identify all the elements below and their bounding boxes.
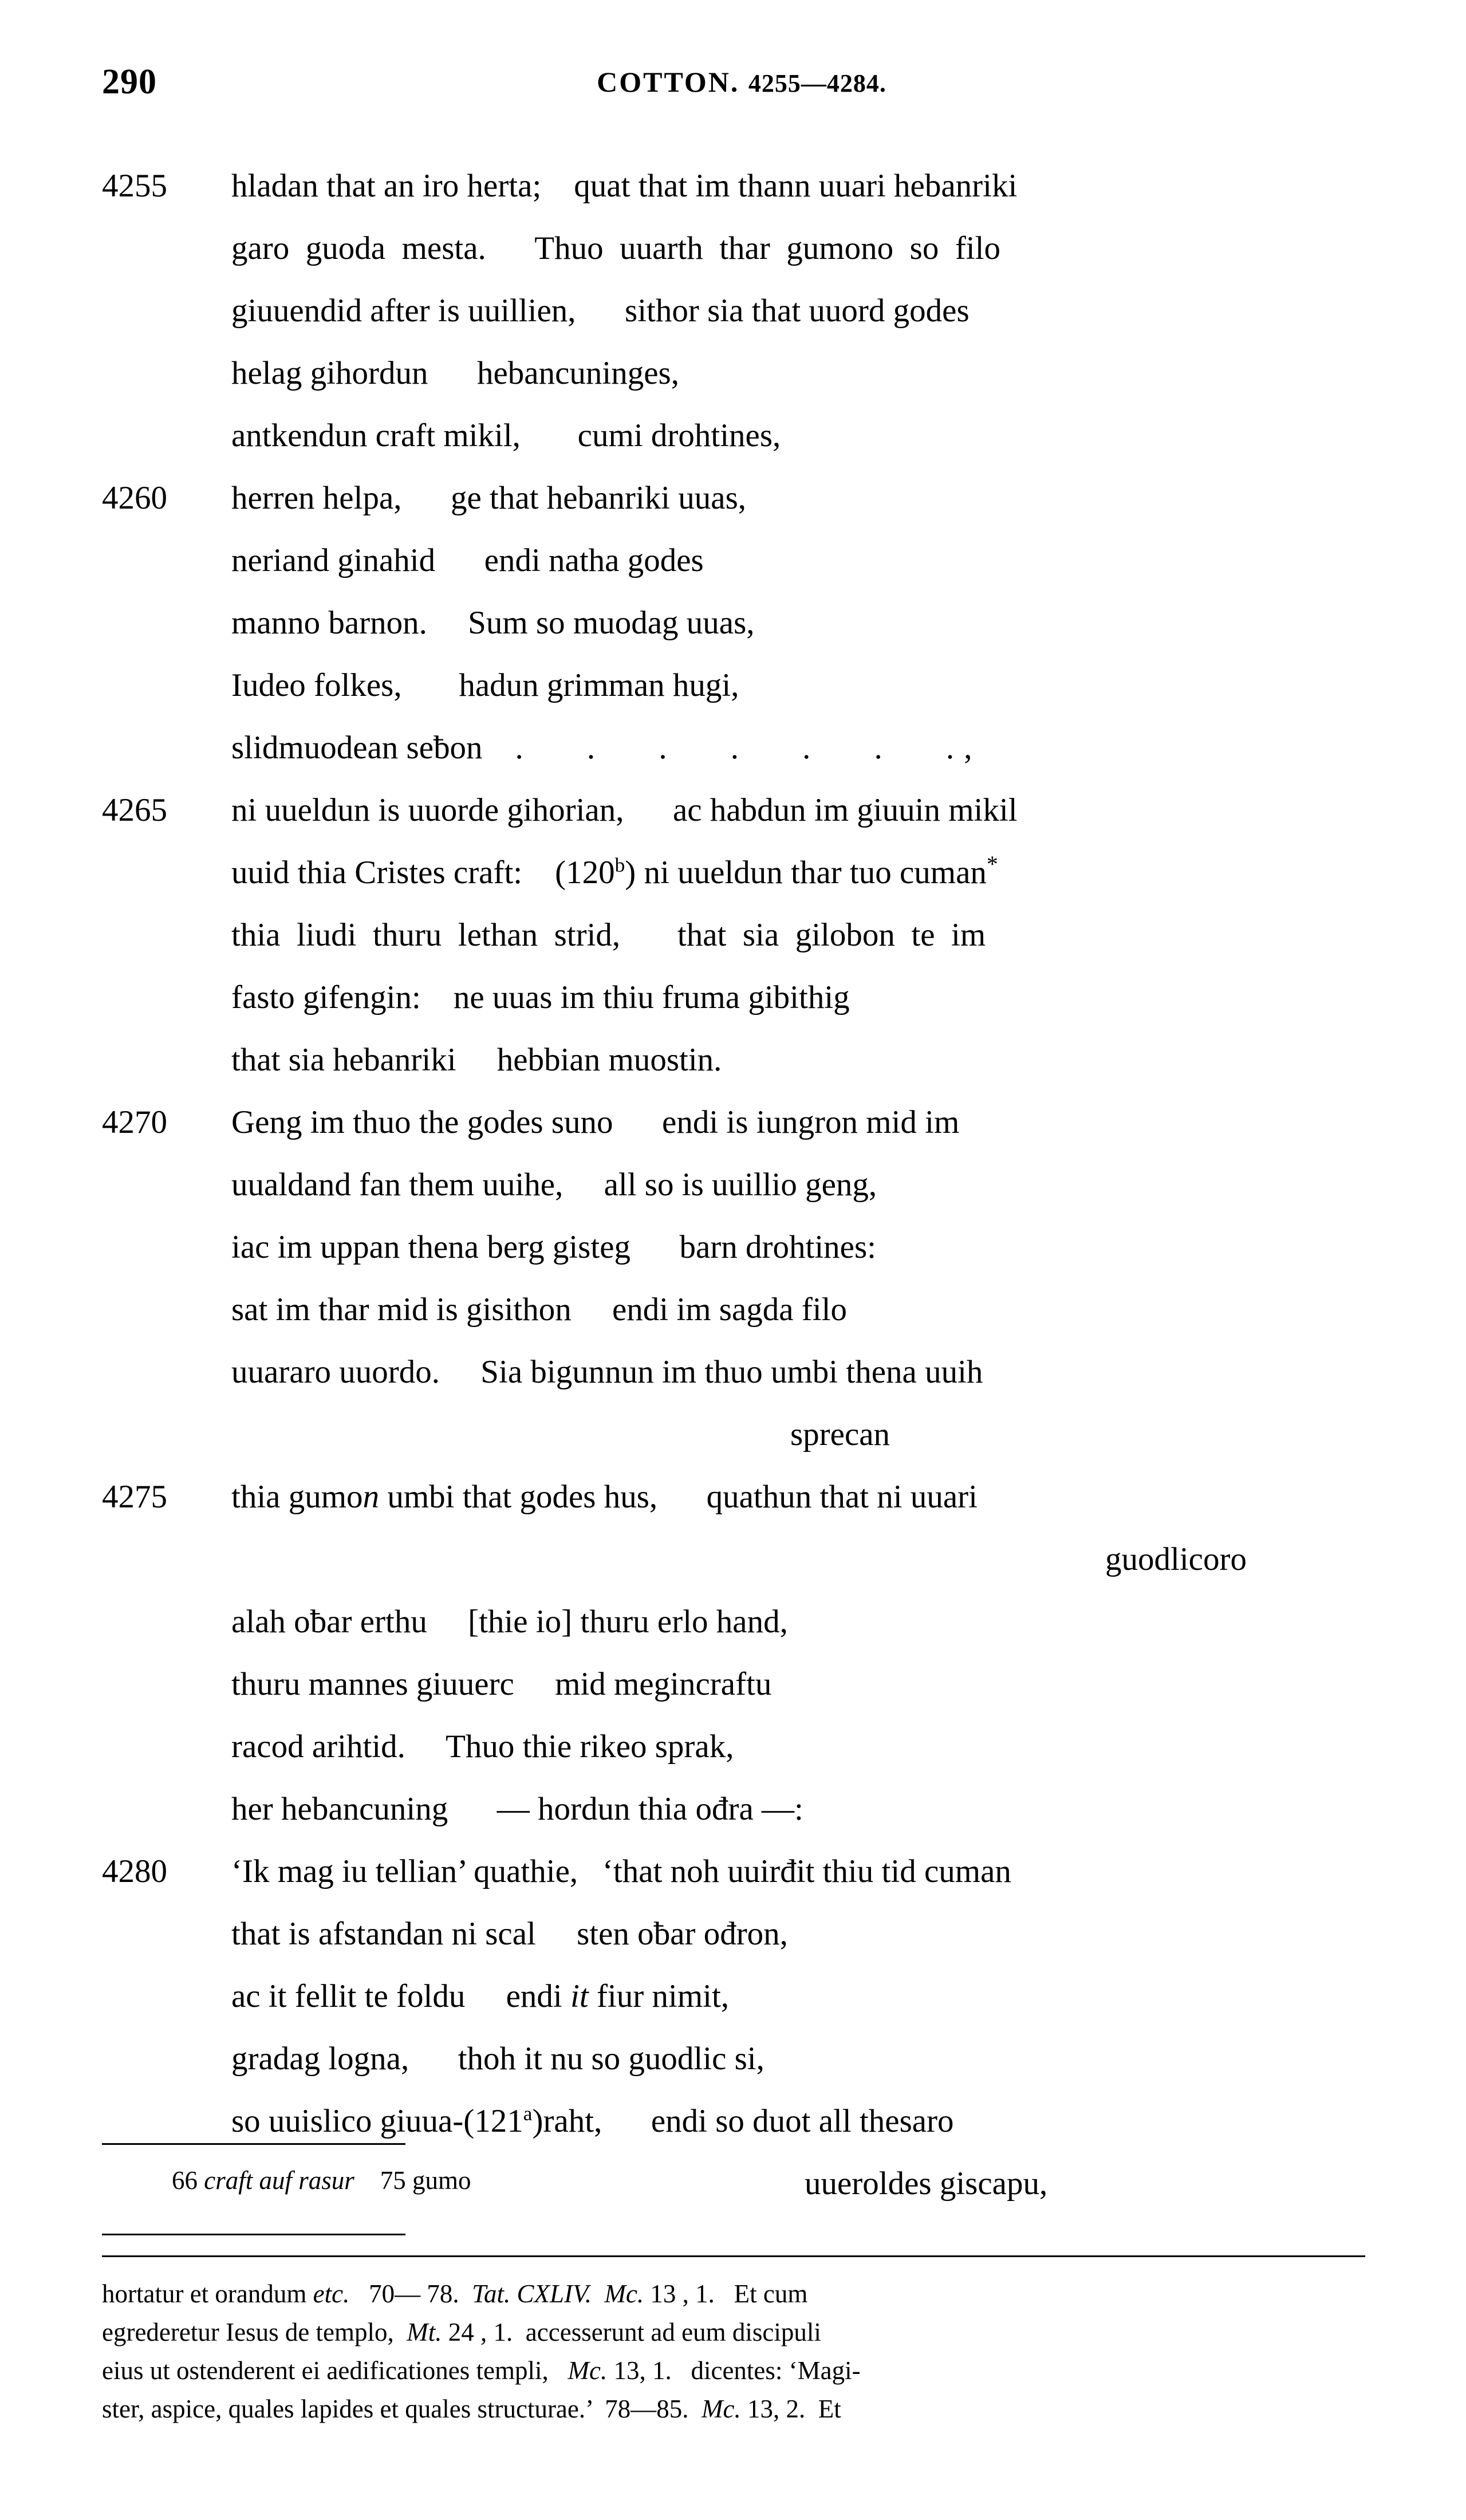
verse-line xyxy=(0,1715,1466,1778)
verse-line xyxy=(0,1091,1466,1153)
verse-line-text: uuararo uuordo. Sia bigunnun im thuo umbi thena uuih xyxy=(231,1354,983,1390)
apparatus-entry-1-note: craft auf rasur xyxy=(204,2166,354,2195)
verse-line-text: that is afstandan ni scal sten oƀar ođron, xyxy=(231,1916,788,1952)
italic-letter: n xyxy=(362,1479,380,1515)
apparatus-entry-2-note: gumo xyxy=(412,2166,471,2195)
verse-line xyxy=(0,1653,1466,1715)
verse-line-text: thia gumon umbi that godes hus, quathun that ni uuari xyxy=(231,1479,978,1515)
verse-line-text: iac im uppan thena berg gisteg barn drohtines: xyxy=(231,1229,877,1265)
verse-body xyxy=(0,155,1466,2215)
running-head-work: COTTON. xyxy=(597,66,740,98)
verse-line-text: helag gihordun hebancuninges, xyxy=(231,355,679,391)
commentary-ref-mark: Mc. xyxy=(568,2356,608,2385)
verse-line-text: alah oƀar erthu [thie io] thuru erlo hand, xyxy=(231,1604,788,1640)
apparatus-entry-1-number: 66 xyxy=(172,2166,198,2195)
commentary-text: 13 , 1. Et cum xyxy=(644,2279,808,2308)
verse-line xyxy=(0,841,1466,904)
ellipsis-dots: . . . . . . . xyxy=(515,730,964,766)
verse-line xyxy=(0,217,1466,279)
verse-line xyxy=(0,592,1466,654)
verse-line-text: uueroldes giscapu, xyxy=(805,2165,1048,2202)
verse-line-text: herren helpa, ge that hebanriki uuas, xyxy=(231,480,747,516)
commentary-text: 70— 78. xyxy=(349,2279,472,2308)
verse-line xyxy=(0,279,1466,342)
verse-line-text: uuid thia Cristes craft: (120$^b$) ni uueldun thar tuo cuman* xyxy=(231,851,998,891)
verse-line xyxy=(0,1153,1466,1216)
commentary-text: 13, 2. Et xyxy=(740,2395,841,2423)
commentary-line xyxy=(102,2352,1368,2390)
verse-line xyxy=(0,1029,1466,1091)
verse-line xyxy=(0,1466,1466,1528)
verse-line xyxy=(0,779,1466,841)
source-commentary xyxy=(102,2275,1368,2428)
apparatus-rule-top xyxy=(102,2143,405,2145)
verse-line xyxy=(0,1778,1466,1840)
commentary-line xyxy=(102,2313,1368,2352)
verse-line xyxy=(0,2027,1466,2090)
verse-line-text: ni uueldun is uuorde gihorian, ac habdun im giuuin mikil xyxy=(231,792,1018,828)
verse-line-text: giuuendid after is uuillien, sithor sia that uuord godes xyxy=(231,293,970,329)
verse-line xyxy=(0,467,1466,529)
verse-line xyxy=(0,1528,1466,1590)
verse-line xyxy=(0,529,1466,592)
verse-line xyxy=(0,1403,1466,1466)
folio-superscript-b: b xyxy=(614,854,625,876)
verse-line-text: thuru mannes giuuerc mid megincraftu xyxy=(231,1666,772,1702)
verse-line xyxy=(0,155,1466,217)
footnote-asterisk: * xyxy=(986,851,998,877)
verse-line-text: sat im thar mid is gisithon endi im sagda filo xyxy=(231,1292,847,1328)
verse-line-text: slidmuodean seƀon . . . . . . ., xyxy=(231,730,972,766)
verse-line-number: 4275 xyxy=(102,1479,167,1515)
page-number: 290 xyxy=(102,62,157,101)
commentary-text xyxy=(592,2279,605,2308)
verse-line-text: her hebancuning — hordun thia ođra —: xyxy=(231,1791,803,1827)
apparatus-entry-2-number: 75 xyxy=(380,2166,406,2195)
commentary-line xyxy=(102,2275,1368,2313)
verse-line xyxy=(0,1590,1466,1653)
verse-line-number: 4265 xyxy=(102,792,167,828)
verse-line-text: racod arihtid. Thuo thie rikeo sprak, xyxy=(231,1728,734,1765)
verse-line-text: neriand ginahid endi natha godes xyxy=(231,542,704,578)
running-head xyxy=(0,62,1466,102)
commentary-text: 24 , 1. accesserunt ad eum discipuli xyxy=(442,2318,821,2346)
commentary-ref-matthew: Mt. xyxy=(407,2318,442,2346)
verse-line-text: antkendun craft mikil, cumi drohtines, xyxy=(231,418,781,454)
apparatus-rule-bottom xyxy=(102,2234,405,2235)
commentary-abbrev-etc: etc. xyxy=(313,2279,350,2308)
verse-line xyxy=(0,1965,1466,2027)
commentary-text: egrederetur Iesus de templo, xyxy=(102,2318,407,2346)
commentary-line xyxy=(102,2390,1368,2428)
verse-line-text: Geng im thuo the godes suno endi is iungron mid im xyxy=(231,1104,960,1140)
verse-line-text: hladan that an iro herta; quat that im thann uuari hebanriki xyxy=(231,168,1018,204)
verse-line-text: gradag logna, thoh it nu so guodlic si, xyxy=(231,2041,764,2077)
verse-line xyxy=(0,966,1466,1029)
verse-line-text: Iudeo folkes, hadun grimman hugi, xyxy=(231,667,739,703)
folio-superscript-a: a xyxy=(523,2102,533,2125)
verse-line-number: 4270 xyxy=(102,1104,167,1140)
verse-line-text: manno barnon. Sum so muodag uuas, xyxy=(231,605,755,641)
verse-line xyxy=(0,1840,1466,1903)
commentary-rule xyxy=(102,2255,1365,2257)
verse-line-text: guodlicoro xyxy=(1105,1541,1247,1577)
verse-line xyxy=(0,1903,1466,1965)
verse-line xyxy=(0,1216,1466,1278)
verse-line xyxy=(0,342,1466,404)
verse-line-number: 4255 xyxy=(102,168,167,204)
commentary-text: 13, 1. dicentes: ‘Magi- xyxy=(607,2356,861,2385)
verse-line-text: ac it fellit te foldu endi it fiur nimit, xyxy=(231,1978,730,2014)
commentary-ref-mark: Mc. xyxy=(702,2395,741,2423)
commentary-text: hortatur et orandum xyxy=(102,2279,313,2308)
critical-apparatus xyxy=(172,2160,471,2200)
commentary-ref-mark: Mc. xyxy=(604,2279,644,2308)
verse-line-text: so uuislico giuua-(121$^a$)raht, endi so duot all thesaro xyxy=(231,2102,954,2139)
verse-line-number: 4280 xyxy=(102,1853,167,1889)
commentary-text: eius ut ostenderent ei aedificationes templi, xyxy=(102,2356,568,2385)
verse-line xyxy=(0,1341,1466,1403)
verse-line-text: garo guoda mesta. Thuo uuarth thar gumono so filo xyxy=(231,230,1000,266)
running-head-line-range: 4255—4284. xyxy=(748,69,886,97)
verse-line-text: ‘Ik mag iu tellian’ quathie, ‘that noh uuirđit thiu tid cuman xyxy=(231,1853,1011,1889)
commentary-ref-tatian: Tat. CXLIV. xyxy=(472,2279,592,2308)
verse-line xyxy=(0,904,1466,966)
verse-line xyxy=(0,654,1466,716)
verse-line xyxy=(0,716,1466,779)
italic-word: it xyxy=(570,1978,589,2014)
verse-line-text: fasto gifengin: ne uuas im thiu fruma gibithig xyxy=(231,979,850,1015)
running-head-title xyxy=(0,62,1466,104)
verse-line-number: 4260 xyxy=(102,480,167,516)
verse-line-text: sprecan xyxy=(790,1416,890,1452)
verse-line-text: that sia hebanriki hebbian muostin. xyxy=(231,1042,722,1078)
verse-line xyxy=(0,404,1466,467)
verse-line-text: thia liudi thuru lethan strid, that sia gilobon te im xyxy=(231,917,986,953)
commentary-text: ster, aspice, quales lapides et quales structurae.’ 78—85. xyxy=(102,2395,702,2423)
verse-line xyxy=(0,1278,1466,1341)
verse-line-text: uualdand fan them uuihe, all so is uuillio geng, xyxy=(231,1167,877,1203)
